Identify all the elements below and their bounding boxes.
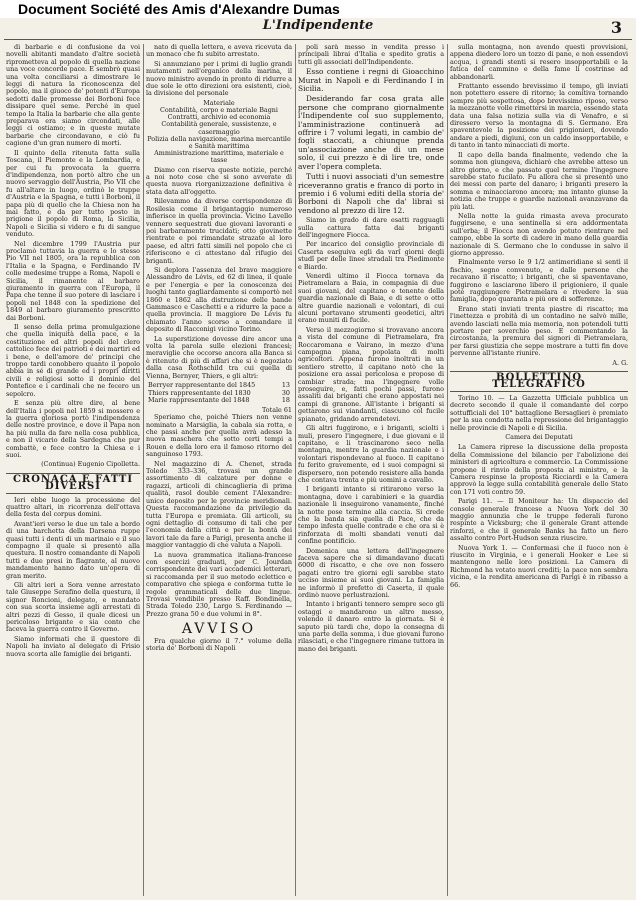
paragraph: Tutti i nuovi associati d'un semestre riceveranno gratis e franco di porto in premio i 6 volumi editi della storia de' Borboni di Napoli che da' librai si vendono al prezzo di lire 12.: [298, 172, 444, 215]
article-signature: (Continua) Eugenio Cipolletta.: [41, 460, 140, 469]
table-cell: 13: [281, 381, 290, 390]
paragraph: poli sarà messo in vendita presso i principali librai d'Italia e spedito gratis a tutti gli associati dell'Indipendente.: [298, 44, 444, 66]
paragraph: Nuova York 1. — Confermasi che il fuoco non è riuscito in Virginia, e i generali Hooker e Lee si mantengono nelle loro posizioni. La Camera di Richmond ha votato nuovi crediti; la pace non sembra vicina, e la rendita americana di Parigi è in ribasso a 66.: [450, 543, 628, 589]
list-item: Materiale: [203, 98, 235, 107]
masthead: [0, 18, 636, 38]
paragraph: Frattanto essendo brevissimo il tempo, gli inviati non potettero essere di ritorno; la comitiva tornando sempre più sospettosa, dopo brevissimo riposo, verso la mezzanotte volle rimettersi in marcia, essendo stata data una falsa notizia sulla via di Venafro, e si diressero verso la montagna di S. Germano. Era spaventevole la posizione dei prigionieri, dovendo andare a piedi, digiuni, con un caldo insopportabile, e di tanto in tanto minacciati di morte.: [450, 82, 628, 150]
paragraph: Parigi 11. — Il Moniteur ha: Un dispaccio del console generale francese a Nuova York del 30 maggio annunzia che le truppe federali furono respinte a Vicksburg; che il generale Grant attende rinforzi, e che il generale Banks ha fatto un fiero assalto contro Port-Hudson senza riuscire.: [450, 497, 628, 543]
paragraph: Gli altri fuggirono, e i briganti, sciolti i muli, presero l'ingegnere, i due giovani e il capitano, e li trascinarono seco nella montagna, mentre la guardia nazionale e i volontari rispondevano al fuoco. Il capitano fu ferito gravemente, ed i suoi compagni si dispersero, non potendo resistere alla banda che contava trenta e più uomini a cavallo.: [298, 424, 444, 484]
column-3: [298, 44, 444, 896]
paragraph: La superstizione dovesse dire ancor una volta la parola sulle elezioni francesi; meraviglie che occorse ancora alla Banca si è ritenuto di più di affari che si è negoziato dalla casa Rothschild tra cui quella di Vienna, Bernyer, Thiers, e gli altri:: [146, 334, 292, 380]
paragraph: Si deplora l'assenza del bravo maggiore Alessandro de Lévis, ed 62 di linea, il quale e per l'energia e per la conoscenza dei luoghi tanto gagliardamente si comportò nel 1860 e 1862 alla distruzione delle bande Gammasco e Caschetti e a ridurre la pace a quella provincia. Il maggiore De Lévis fu chiamato l'anno scorso a comandare il deposito di Racconigi vicino Torino.: [146, 265, 292, 334]
column-2: [146, 44, 292, 896]
paragraph: Diamo con riserva queste notizie, perché a noi noto cose che si sono avverate di questa nuova riorganizzazione definitiva è stata data all'oggetto.: [146, 165, 292, 196]
table-row: [146, 397, 292, 405]
paragraph: I briganti intanto si ritirarono verso la montagna, dove i carabinieri e la guardia nazionale li inseguirono vanamente, finché la notte pose termine alla caccia. Si crede che la banda sia quella di Pace, che da tempo infesta quelle contrade e che ora si è rinforzata di molti sbandati venuti dal confine pontificio.: [298, 485, 444, 546]
paragraph: Speriamo che, poiché Thiers non venne nominato a Marsiglia, la cabala sia rotta, e che passi anche per quella avrà adesso la nuova maschera che sotto certi tempi a Rouen e della loro era il famoso ritorno del sanguinoso 1793.: [146, 413, 292, 459]
paragraph: Nella notte la guida rimasta aveva procurato fuggirsene, e una sentinella si era addormentata sull'erba; il Fiocca non avendo potuto rientrare nel campo, ebbe la sorte di cadere in mano della guardia nazionale di S. Germano che lo condusse in salvo il giorno appresso.: [450, 211, 628, 257]
newspaper-page: [0, 18, 636, 900]
paragraph: Verso il mezzogiorno si trovavano ancora a vista del comune di Pietramelara, fra Roccaromana e Vairano, in mezzo d'una campagna piana, popolata di molti agricoltori. Appena furono inoltrati in un sentiero stretto, il capitano notò che la posizione era assai pericolosa e propose di cambiar strada; ma l'ingegnere volle proseguire, e, fatti pochi passi, furono assaliti dai briganti che erano appostati nei campi di granone. All'istante i briganti si gettarono sui viandanti, ciascuno col fucile spianato, gridando arrendetevi.: [298, 325, 444, 423]
paragraph: Il quinto della ritenuta fatta sulla Toscana, il Piemonte e la Lombardia, e per cui fu provocata la guerra d'indipendenza, non portò altro che un nuovo servaggio dell'Austria, Pio VII che fu all'altare in luogo, ordinò le truppe d'Austria e la Spagna, e tutti i Borboni, il papa più di quello che la Chiesa non ha mai fatto, e da per tutto posto in prigione il popolo di Roma, la Sicilia, Napoli e Sicilia si videro e fu di sangue venduto.: [6, 148, 140, 239]
paragraph: Torino 10. — La Gazzetta Ufficiale pubblica un decreto secondo il quale il comandante del corpo sottufficiali del 10° battaglione Bersaglieri è premiato per la sua condotta nella repressione del brigantaggio nelle provincie di Napoli e di Sicilia.: [450, 393, 628, 432]
paragraph: La nuova grammatica italiana-francese con esercizi graduati, per C. Jourdan corrispondente dei vari accademici letterari, si raccomanda per il suo metodo eclettico e comparativo che spiega e conforma tutte le regole grammaticali delle due lingue. Trovasi vendibile presso Raff. Bondinella, Strada Toledo 230, Largo S. Ferdinando — Prezzo grana 50 e due volumi in 8°.: [146, 550, 292, 618]
column-divider: [295, 44, 296, 896]
paragraph: Domenica una lettera dell'ingegnere faceva sapere che si dimandavano ducati 6000 di riscatto, e che ove non fossero pagati entro tre giorni egli sarebbe stato ucciso insieme ai suoi giovani. La famiglia ne informò il prefetto di Caserta, il quale ordinò nuove perlustrazioni.: [298, 546, 444, 600]
top-banner: [0, 0, 636, 18]
list-item: Contratti, archivio ed economia: [167, 113, 271, 122]
avviso-heading: AVVISO: [181, 621, 257, 638]
table-cell: 18: [281, 396, 290, 405]
column-1: [6, 44, 140, 896]
paragraph: Avant'ieri verso le due un tale a bordo di una barchetta della Darsena ruppe quasi tutti i denti di un marinaio e il suo compagno il quale si presentò alla questura. Il nostro comandante di Napoli tutti e due presi in flagrante, al nuovo mandamento hanno dato un'opera di gran merito.: [6, 519, 140, 580]
paragraph: Finalmente verso le 9 1/2 antimeridiane si sentì il fischio, segno convenuto, e dalle persone che recavano il riscatto; i briganti, che si spaventavano, fuggirono e lasciarono libero il prigioniero, il quale poté raggiungere Pietramelara e rivedere la sua famiglia, dopo quaranta e più ore di sofferenze.: [450, 258, 628, 304]
paragraph: La Camera riprese la discussione della proposta della Commissione del bilancio per l'abolizione dei ministeri di agricoltura e commercio. La Commissione propone il rinvio della proposta al ministro, e la Camera respinse la proposta Ricciardi e la Camera approvò la legge sulla contabilità generale dello Stato con 171 voti contro 59.: [450, 443, 628, 496]
division-list: [146, 100, 292, 165]
paragraph: Siamo in grado di dare esatti ragguagli sulla cattura fatta dai briganti dell'ingegnere Fiocca.: [298, 216, 444, 239]
paragraph: Intanto i briganti tennero sempre seco gli ostaggi e mandarono un altro messo, volendo il danaro entro la giornata. Si è saputo più tardi che, dopo la consegna di una parte della somma, i due giovani furono rilasciati, e che l'ingegnere rimane tuttora in mano dei briganti.: [298, 600, 444, 653]
subheading-camera: Camera dei Deputati: [505, 432, 573, 441]
paragraph: E senza più oltre dire, al bene dell'Italia i popoli nel 1859 si mossero e la guerra gloriosa portò l'indipendenza delle nostre province, e dove il Papa non ha più nulla da fare nella cosa pubblica, e non il vicario della Sardegna che pur combattè, e fece contro la Chiesa e i suoi.: [6, 399, 140, 459]
paragraph: Si annunziano per i primi di luglio grandi mutamenti nell'organico della marina, il nuovo ministro avendo in pronto di ridurre a due sole le otto direzioni ora esistenti, cioè, la divisione del personale: [146, 59, 292, 98]
list-item: Polizia della navigazione, marina mercantile e Sanità marittima: [147, 134, 291, 151]
site-title: Document Société des Amis d'Alexandre Dumas: [18, 1, 340, 17]
paragraph: Il senso della prima promulgazione che quella iniquità della pace, e la costituzione ed altri popoli del clero cattolico fece dei patrioti e dei martiri ed i bene, e dell'amore de' principi che troppo tardi conobbero quanto il popolo abbia in sé di grande ed i proprî diritti civili e religiosi sotto il dominio del Pontefice e i cardinali che ne fecero un sepolcro.: [6, 323, 140, 398]
column-divider: [447, 44, 448, 896]
table-cell: Thiers rappresentante del 1830: [148, 388, 251, 397]
paragraph: Ieri ebbe luogo la processione del quattro altari, in ricorrenza dell'ottava della festa del corpus domini.: [6, 495, 140, 519]
paragraph: Erano stati inviati trenta piastre di riscatto; ma l'inettezza e probità di un contadino ne salvò mille, avendo lasciati nella mia memoria, non potendoli tutti portare per soverchio peso. E commentando la circostanza, la premura del signori di Pietramelara, per farsi giustizia che seppe mostrare a tutti fin dove pervenne all'istante riunire.: [450, 304, 628, 358]
paragraph: Nel dicembre 1799 l'Austria pur proclamò tuttavia la guerra e lo stesso Pio VII nel 1805, ora la repubblica con l'Italia e la Spagna, e Ferdinando IV colle medesime truppe a Roma, Napoli e Sicilia, il rimanente al barbaro giuramento in guerra con l'Europa, il Papa che tenne il suo potere di lasciare i popoli nel 1848 con la spedizione del 1849 al barbaro giuramento prescritto dai Borboni.: [6, 239, 140, 322]
paragraph: Nel magazzino di A. Chenet, strada Toledo 333–336, trovasi un grande assortimento di calzature per donne e ragazzi, articoli di chincaglieria di prima qualità, rasol double cement l'Alexandre: unico deposito per le provincie meridionali. Questa raccomandazione da privilegio da tutta l'Europa e premiata. Gli articoli, su ogni dettaglio di consumo di tali che per l'economia della città e per la bontà dei lavori tale da fare a Parigi, presenta anche il maggior vantaggio di che valuta a Napoli.: [146, 459, 292, 550]
election-table: [146, 382, 292, 405]
page-number: 3: [610, 18, 622, 37]
paragraph: Desiderando far cosa grata alle persone che comprano giornalmente l'Indipendente col suo supplemento, l'amministrazione continuerà ad offrire i 7 volumi legati, in cambio de' fogli staccati, a chiunque prenda un'associazione anche di un mese solo, il cui prezzo è di lire tre, onde aver l'opera completa.: [298, 94, 444, 171]
list-item: Contabilità, corpo e materiale Bagni: [160, 106, 278, 115]
newspaper-title: L'Indipendente: [262, 18, 374, 33]
table-cell: 30: [281, 388, 290, 397]
article-signature: A. G.: [612, 358, 628, 367]
masthead-rule: [4, 39, 632, 40]
paragraph: Il capo della banda finalmente, vedendo che la somma non giungeva, dichiarò che avrebbe atteso un altro giorno, e che passato quel termine l'ingegnere sarebbe stato fucilato. Fu allora che si presentò uno dei messi con parte del danaro; i briganti presero la somma e minacciarono ancora; ma intanto giunse la notizia che truppe e guardie nazionali avanzavano da più lati.: [450, 150, 628, 211]
paragraph: Per incarico del consiglio provinciale di Caserta eseguiva egli da varî giorni degli studî per delle linee stradali tra Piedimonte e Biardo.: [298, 240, 444, 271]
paragraph: di barbarie e di confusione da voi novelli abitanti mandato d'altre società riprometteva al popolo di quella nazione una voce concorde pace. E sembrò quasi una volta conciliarsi a dimostrare le leggi di natura la riconoscenza del popolo, ma il giuoco de' potenti d'Europa sedotti dalle promesse dei Borboni fece dissipare quel seme. Perché in quel tempo la Italia la barbarie che alla gente preparava era siamo circondati, alle leggi ci ostiamo; e in queste mutate barbarie che circondavano, e ciò fu cagione d'un gran numero di morti.: [6, 44, 140, 148]
column-4: [450, 44, 628, 896]
paragraph: Gli altri ieri a Sora venne arrestato tale Giuseppe Serafino della questura, il signor Roncioni, delegato, e mandato con sua scorta insieme agli arrestati di altri pezzi di Gesso, il quale dicesi un pericoloso brigante e sia conto che faceva la guerra contro il Governo.: [6, 581, 140, 634]
section-heading-cronaca: CRONACA E FATTI DIVERSI: [6, 473, 140, 494]
list-item: Contabilità generale, sussistenze, e casermaggio: [161, 120, 277, 136]
paragraph: sulla montagna, non avendo questi provvisioni, appena diedero loro un tozzo di pane, e non essendovi acqua, i grandi stenti si resero insopportabili e la fatica del cammino e della fame li costrinse ad abbandonarli.: [450, 44, 628, 81]
paragraph: nato di quella lettera, e aveva ricevuta da un monaco che fu subito arrestato.: [146, 44, 292, 59]
table-cell: Marie rappresentante del 1848: [148, 396, 250, 405]
paragraph: Rilevammo da diverse corrispondenze di Rosilesia come il brigantaggio numeroso infierisce in quella provincia. Vicino Lavello vennero sequestrati due giovani lavoranti e poi barbaramente trucidati; otto giovinette rientrate e poi rimandate strazate al loro paese, ed altri fatti simili nel popolo che ci riferiscono e ci attestano dal rifugio dei briganti.: [146, 197, 292, 265]
paragraph: Venerdì ultimo il Fiocca tornava da Pietramelara a Baia, in compagnia di due suoi giovani, del capitano e tenente della guardia nazionale di Baia, e di sette o otto altre guardie nazionali e volontari, di cui alcuni portavano strumenti geodetici, altri erano muniti di fucile.: [298, 271, 444, 325]
paragraph: Fra qualche giorno il 7.° volume della storia de' Borboni di Napoli: [146, 636, 292, 653]
table-total: Totale 61: [262, 405, 292, 414]
list-item: Amministrazione marittima, materiale e tasse: [154, 149, 284, 165]
column-divider: [143, 44, 144, 896]
section-heading-bollettino: BOLLETTINO TELEGRAFICO: [450, 371, 628, 392]
paragraph: Esso contiene i regni di Gioacchino Murat in Napoli e di Ferdinando I in Sicilia.: [298, 67, 444, 94]
paragraph: Siamo informati che il questore di Napoli ha inviato al delegato di Frisio nuova scorta alle famiglie dei briganti.: [6, 634, 140, 658]
table-cell: Berryer rappresentante del 1845: [148, 381, 256, 390]
